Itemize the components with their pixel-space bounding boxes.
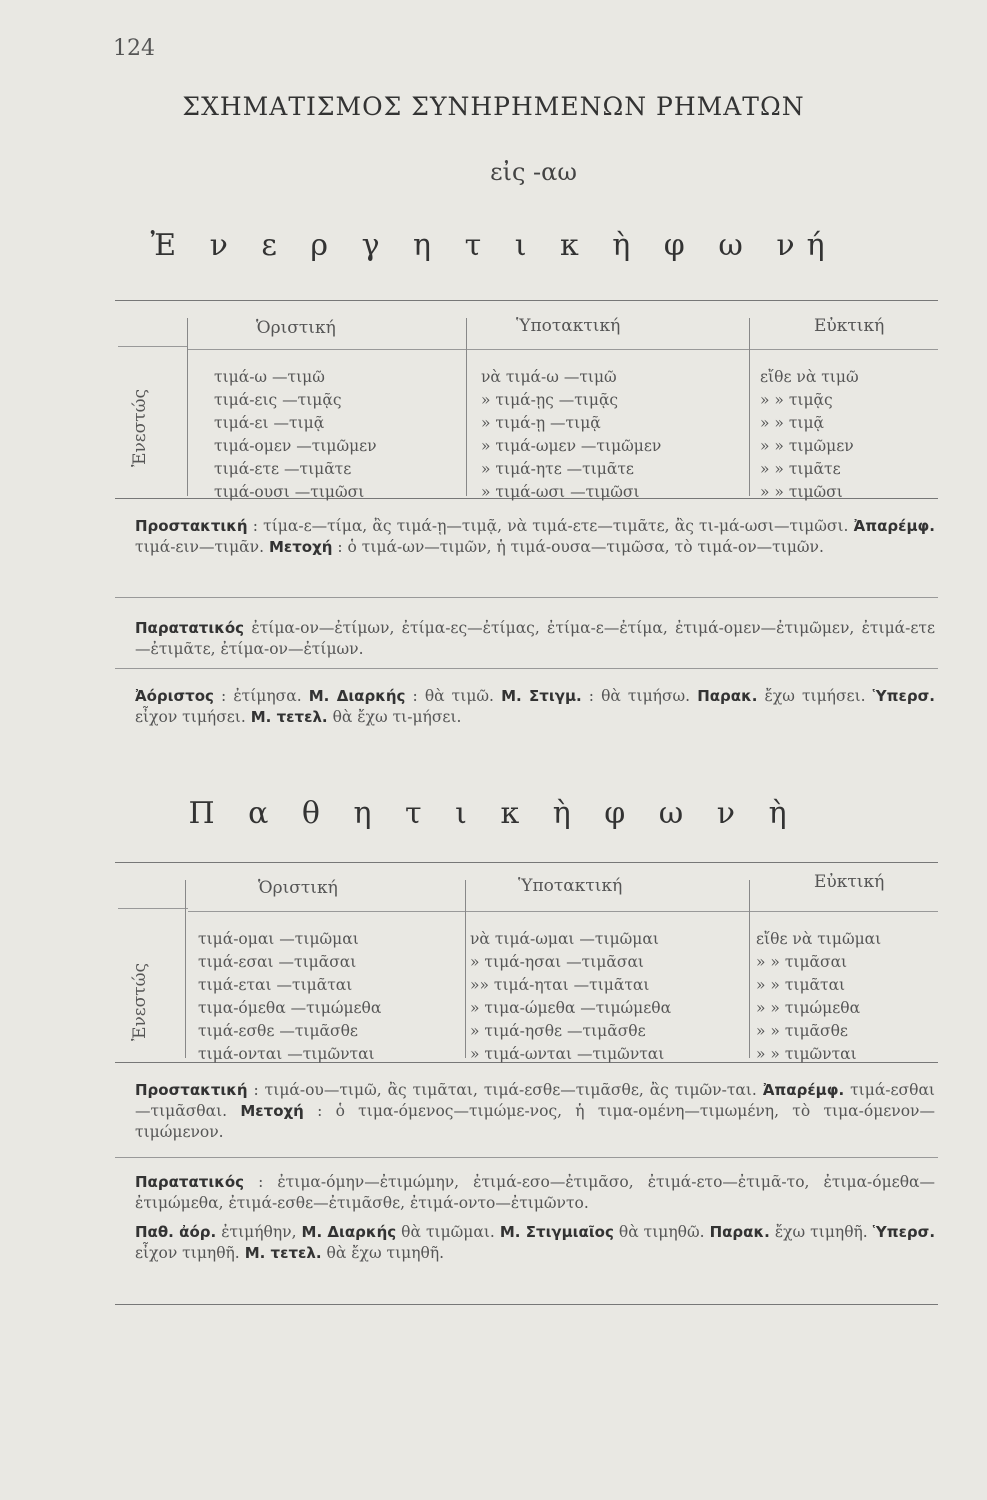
pluperfect-label: Ὑπερσ.	[872, 1223, 936, 1241]
column-divider	[749, 880, 750, 1058]
header-subjunctive: Ὑποτακτική	[516, 316, 621, 336]
table-header-rule-left	[118, 908, 188, 909]
infinitive-label: Ἀπαρέμφ.	[762, 1081, 845, 1099]
table-header-rule	[188, 349, 938, 350]
indicative-form: τιμά-εσθε —τιμᾶσθε	[198, 1022, 358, 1040]
aorist-label: Ἀόριστος	[135, 687, 214, 705]
optative-form: » » τιμώμεθα	[756, 999, 861, 1017]
page-number: 124	[113, 36, 155, 61]
passive-voice-heading: Π α θ η τ ι κ ὴ φ ω ν ὴ	[188, 796, 799, 831]
future-perfect-label: Μ. τετελ.	[244, 1244, 322, 1262]
subjunctive-form: » τιμά-ωσι —τιμῶσι	[481, 483, 640, 501]
optative-form: » » τιμᾶτε	[760, 460, 841, 478]
perfect-text: ἔχω τιμηθῆ.	[774, 1223, 868, 1241]
header-indicative: Ὁριστική	[258, 878, 338, 898]
indicative-form: τιμά-ομεν —τιμῶμεν	[214, 437, 377, 455]
future-continuous-text: θὰ τιμῶ.	[424, 687, 494, 705]
infinitive-text: τιμά-ειν—τιμᾶν.	[135, 538, 265, 556]
subjunctive-form: »» τιμά-ηται —τιμᾶται	[470, 976, 650, 994]
future-continuous-text: θὰ τιμῶμαι.	[401, 1223, 495, 1241]
indicative-form: τιμα-όμεθα —τιμώμεθα	[198, 999, 382, 1017]
participle-label: Μετοχή	[240, 1102, 304, 1120]
indicative-form: τιμά-εις —τιμᾷς	[214, 391, 342, 409]
tense-label-present: Ἐνεστώς	[130, 388, 150, 468]
page-title: ΣΧΗΜΑΤΙΣΜΟΣ ΣΥΝΗΡΗΜΕΝΩΝ ΡΗΜΑΤΩΝ	[182, 92, 805, 121]
imperfect-label: Παρατατικός	[135, 1173, 245, 1191]
participle-label: Μετοχή	[268, 538, 333, 556]
page-subtitle: εἰς -αω	[490, 158, 577, 186]
indicative-form: τιμά-ομαι —τιμῶμαι	[198, 930, 359, 948]
indicative-form: τιμά-ονται —τιμῶνται	[198, 1045, 375, 1063]
future-perfect-text: θὰ ἔχω τιμηθῆ.	[326, 1244, 445, 1262]
imperative-label: Προστακτική	[135, 517, 248, 535]
participle-text: ὁ τιμα-όμενος—τιμώμε-νος, ἡ τιμα-ομένη—τιμωμένη, τὸ τιμα-όμενον—τιμώμενον.	[135, 1102, 935, 1141]
active-imperfect-paragraph	[135, 618, 935, 660]
subjunctive-form: » τιμά-ῃς —τιμᾷς	[481, 391, 619, 409]
future-simple-label: Μ. Στιγμιαῖος	[499, 1223, 614, 1241]
infinitive-label: Ἀπαρέμφ.	[853, 517, 935, 535]
aorist-text: ἐτίμησα.	[233, 687, 302, 705]
column-divider	[185, 880, 186, 1058]
perfect-label: Παρακ.	[709, 1223, 770, 1241]
aorist-label: Παθ. ἀόρ.	[135, 1223, 217, 1241]
section-rule	[115, 1157, 938, 1158]
indicative-form: τιμά-ει —τιμᾷ	[214, 414, 325, 432]
table-header-rule-left	[118, 346, 188, 347]
imperative-text: τίμα-ε—τίμα, ἂς τιμά-ῃ—τιμᾷ, νὰ τιμά-ετε—τιμᾶτε, ἂς τι-μά-ωσι—τιμῶσι.	[263, 517, 849, 535]
active-imperative-paragraph: Προστακτική : τίμα-ε—τίμα, ἂς τιμά-ῃ—τιμᾷ, νὰ τιμά-ετε—τιμᾶτε, ἂς τι-μά-ωσι—τιμῶσι. Ἀπαρέμφ. τιμά-ειν—τιμᾶν. Μετοχή : ὁ τιμά-ων—τιμῶν, ἡ τιμά-ουσα—τιμῶσα, τὸ τιμά-ον—τιμῶν.	[135, 517, 935, 556]
pluperfect-text: εἶχον τιμήσει.	[135, 708, 246, 726]
subjunctive-form: » τιμά-ησθε —τιμᾶσθε	[470, 1022, 646, 1040]
page-bottom-rule	[115, 1304, 938, 1305]
perfect-text: ἔχω τιμήσει.	[764, 687, 866, 705]
infinitive-text: τιμά-εσθαι—τιμᾶσθαι.	[135, 1081, 936, 1120]
column-divider	[749, 318, 750, 496]
pluperfect-label: Ὑπερσ.	[872, 687, 935, 705]
header-optative: Εὐκτική	[814, 872, 885, 892]
subjunctive-form: νὰ τιμά-ωμαι —τιμῶμαι	[470, 930, 659, 948]
subjunctive-form: » τιμά-ησαι —τιμᾶσαι	[470, 953, 644, 971]
pluperfect-text: εἶχον τιμηθῆ.	[135, 1244, 240, 1262]
active-other-tenses-paragraph: Ἀόριστος : ἐτίμησα. Μ. Διαρκής : θὰ τιμῶ. Μ. Στιγμ. : θὰ τιμήσω. Παρακ. ἔχω τιμήσει. Ὑπερσ. εἶχον τιμήσει. Μ. τετελ. θὰ ἔχω τι-μήσει.	[135, 687, 935, 726]
subjunctive-form: » τιμά-ωνται —τιμῶνται	[470, 1045, 665, 1063]
participle-text: ὁ τιμά-ων—τιμῶν, ἡ τιμά-ουσα—τιμῶσα, τὸ τιμά-ον—τιμῶν.	[347, 538, 824, 556]
section-rule	[115, 597, 938, 598]
column-divider	[465, 880, 466, 1058]
header-indicative: Ὁριστική	[256, 318, 336, 338]
optative-form: » » τιμᾶσαι	[756, 953, 848, 971]
tense-label-present: Ἐνεστώς	[130, 962, 150, 1042]
indicative-form: τιμά-εσαι —τιμᾶσαι	[198, 953, 357, 971]
subjunctive-form: » τιμά-ωμεν —τιμῶμεν	[481, 437, 662, 455]
imperfect-label: Παρατατικός	[135, 619, 245, 637]
subjunctive-form: » τιμα-ώμεθα —τιμώμεθα	[470, 999, 672, 1017]
subjunctive-form: » τιμά-ητε —τιμᾶτε	[481, 460, 634, 478]
table-top-rule	[115, 300, 938, 301]
subjunctive-form: » τιμά-ῃ —τιμᾷ	[481, 414, 601, 432]
section-rule	[115, 668, 938, 669]
optative-form: » » τιμᾶται	[756, 976, 846, 994]
active-voice-heading: Ἐ ν ε ρ γ η τ ι κ ὴ φ ω νή	[150, 228, 837, 263]
passive-imperfect-paragraph: Παρατατικός : ἐτιμα-όμην—ἐτιμώμην, ἐτιμά-εσο—ἐτιμᾶσο, ἐτιμά-ετο—ἐτιμᾶ-το, ἐτιμα-όμεθα—ἐτιμώμεθα, ἐτιμά-εσθε—ἐτιμᾶσθε, ἐτιμά-οντο—ἐτιμῶντο.	[135, 1173, 936, 1212]
imperative-label: Προστακτική	[135, 1081, 248, 1099]
imperfect-text: ἐτίμα-ον—ἐτίμων, ἐτίμα-ες—ἐτίμας, ἐτίμα-ε—ἐτίμα, ἐτιμά-ομεν—ἐτιμῶμεν, ἐτιμά-ετε—ἐτιμᾶτε, ἐτίμα-ον—ἐτίμων.	[135, 619, 935, 658]
indicative-form: τιμά-εται —τιμᾶται	[198, 976, 353, 994]
indicative-form: τιμά-ετε —τιμᾶτε	[214, 460, 352, 478]
optative-form: » » τιμᾷ	[760, 414, 825, 432]
future-simple-text: θὰ τιμηθῶ.	[618, 1223, 705, 1241]
passive-other-tenses-paragraph	[135, 1222, 935, 1264]
future-simple-label: Μ. Στιγμ.	[501, 687, 582, 705]
optative-form: » » τιμῶσι	[760, 483, 843, 501]
future-perfect-text: θὰ ἔχω τι-μήσει.	[332, 708, 462, 726]
indicative-form: τιμά-ω —τιμῶ	[214, 368, 325, 386]
future-continuous-label: Μ. Διαρκής	[308, 687, 406, 705]
passive-imperative-paragraph: Προστακτική : τιμά-ου—τιμῶ, ἂς τιμᾶται, τιμά-εσθε—τιμᾶσθε, ἂς τιμῶν-ται. Ἀπαρέμφ. τιμά-εσθαι—τιμᾶσθαι. Μετοχή : ὁ τιμα-όμενος—τιμώμε-νος, ἡ τιμα-ομένη—τιμωμένη, τὸ τιμα-όμενον—τιμώμενον.	[135, 1081, 936, 1141]
indicative-form: τιμά-ουσι —τιμῶσι	[214, 483, 365, 501]
future-continuous-label: Μ. Διαρκής	[301, 1223, 397, 1241]
optative-form: εἴθε νὰ τιμῶμαι	[756, 930, 882, 948]
header-subjunctive: Ὑποτακτική	[518, 876, 623, 896]
perfect-label: Παρακ.	[697, 687, 758, 705]
table-top-rule	[115, 862, 938, 863]
future-perfect-label: Μ. τετελ.	[250, 708, 328, 726]
header-optative: Εὐκτική	[814, 316, 885, 336]
imperfect-text: ἐτιμα-όμην—ἐτιμώμην, ἐτιμά-εσο—ἐτιμᾶσο, ἐτιμά-ετο—ἐτιμᾶ-το, ἐτιμα-όμεθα—ἐτιμώμεθα, ἐτιμά-εσθε—ἐτιμᾶσθε, ἐτιμά-οντο—ἐτιμῶντο.	[135, 1173, 936, 1212]
column-divider	[466, 318, 467, 496]
table-header-rule	[188, 911, 938, 912]
optative-form: » » τιμῶνται	[756, 1045, 857, 1063]
optative-form: » » τιμᾶσθε	[756, 1022, 848, 1040]
imperative-text: τιμά-ου—τιμῶ, ἂς τιμᾶται, τιμά-εσθε—τιμᾶσθε, ἂς τιμῶν-ται.	[264, 1081, 757, 1099]
aorist-text: ἐτιμήθην,	[221, 1223, 297, 1241]
column-divider	[187, 318, 188, 496]
future-simple-text: θὰ τιμήσω.	[601, 687, 691, 705]
optative-form: » » τιμᾷς	[760, 391, 833, 409]
optative-form: » » τιμῶμεν	[760, 437, 854, 455]
optative-form: εἴθε νὰ τιμῶ	[760, 368, 859, 386]
subjunctive-form: νὰ τιμά-ω —τιμῶ	[481, 368, 617, 386]
